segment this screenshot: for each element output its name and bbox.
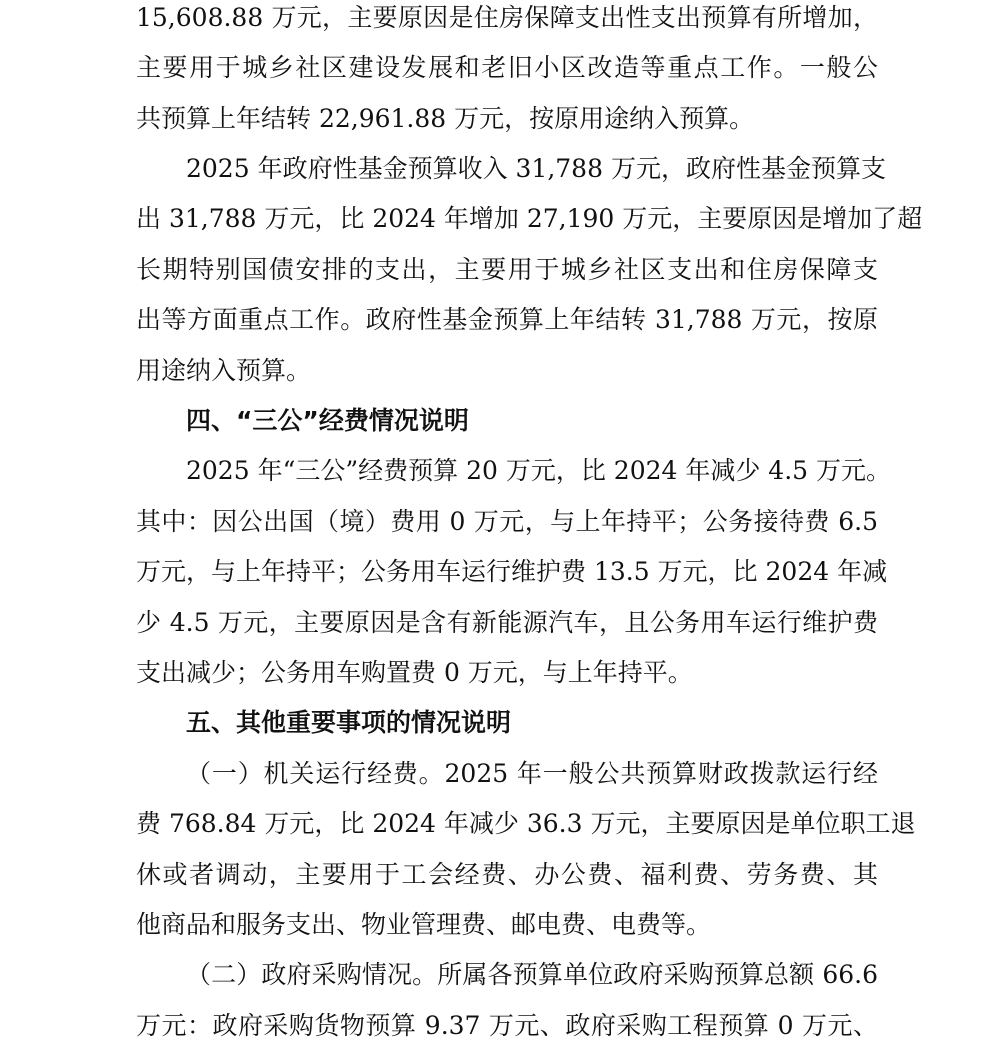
text-line: （二）政府采购情况。所属各预算单位政府采购预算总额 66.6 bbox=[186, 960, 878, 989]
text-line: 支出减少；公务用车购置费 0 万元，与上年持平。 bbox=[136, 658, 693, 687]
section-heading: 五、其他重要事项的情况说明 bbox=[186, 708, 512, 737]
text-line: 用途纳入预算。 bbox=[136, 356, 312, 385]
text-line: 万元：政府采购货物预算 9.37 万元、政府采购工程预算 0 万元、 bbox=[136, 1011, 878, 1040]
text-line: 万元，与上年持平；公务用车运行维护费 13.5 万元，比 2024 年减 bbox=[136, 557, 888, 586]
text-line: 长期特别国债安排的支出，主要用于城乡社区支出和住房保障支 bbox=[136, 255, 878, 284]
text-line: 2025 年“三公”经费预算 20 万元，比 2024 年减少 4.5 万元。 bbox=[186, 456, 892, 485]
text-line: 费 768.84 万元，比 2024 年减少 36.3 万元，主要原因是单位职工退 bbox=[136, 809, 916, 838]
text-line: 主要用于城乡社区建设发展和老旧小区改造等重点工作。一般公 bbox=[136, 53, 878, 82]
section-heading: 四、“三公”经费情况说明 bbox=[186, 406, 469, 435]
text-line: 他商品和服务支出、物业管理费、邮电费、电费等。 bbox=[136, 910, 712, 939]
text-line: （一）机关运行经费。2025 年一般公共预算财政拨款运行经 bbox=[186, 759, 878, 788]
text-line: 其中：因公出国（境）费用 0 万元，与上年持平；公务接待费 6.5 bbox=[136, 507, 878, 536]
text-line: 休或者调动，主要用于工会经费、办公费、福利费、劳务费、其 bbox=[136, 860, 878, 889]
text-line: 出等方面重点工作。政府性基金预算上年结转 31,788 万元，按原 bbox=[136, 305, 878, 334]
text-line: 少 4.5 万元，主要原因是含有新能源汽车，且公务用车运行维护费 bbox=[136, 608, 878, 637]
text-line: 15,608.88 万元，主要原因是住房保障支出性支出预算有所增加， bbox=[136, 3, 878, 32]
text-line: 共预算上年结转 22,961.88 万元，按原用途纳入预算。 bbox=[136, 104, 755, 133]
text-line: 2025 年政府性基金预算收入 31,788 万元，政府性基金预算支 bbox=[186, 154, 886, 183]
text-line: 出 31,788 万元，比 2024 年增加 27,190 万元，主要原因是增加了超 bbox=[136, 204, 923, 233]
